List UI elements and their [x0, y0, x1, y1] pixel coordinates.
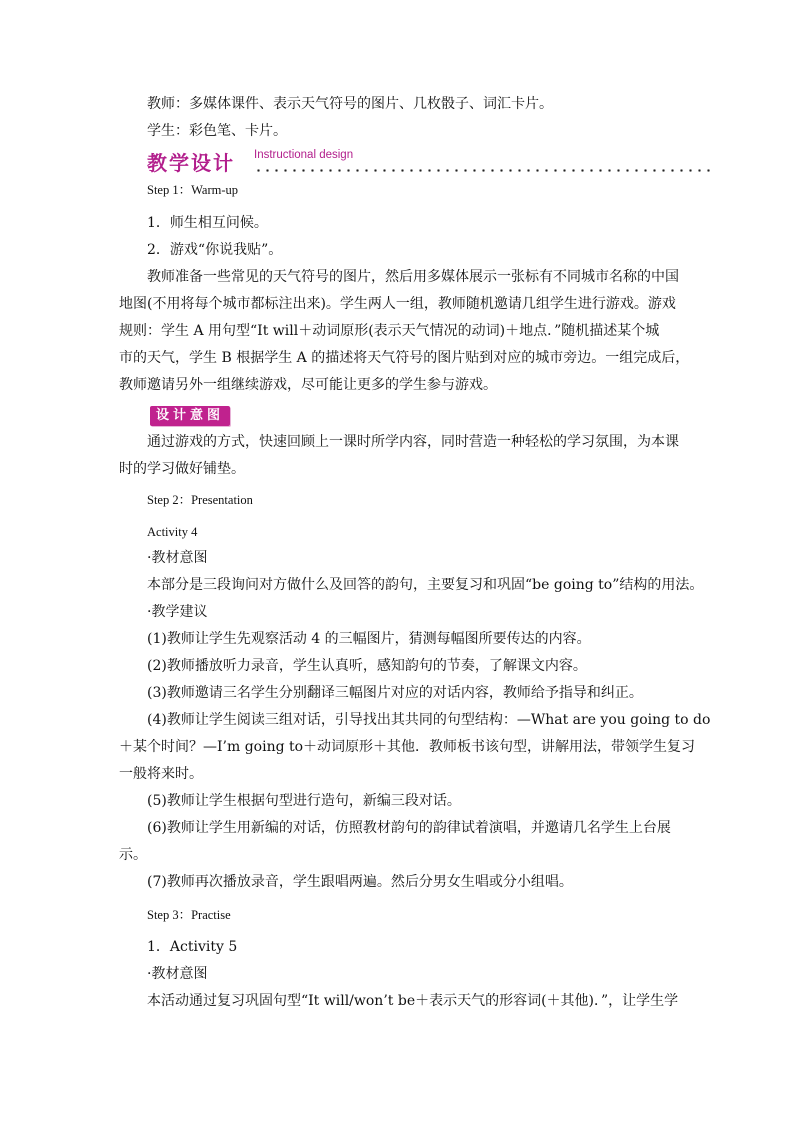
step2-suggestion: (3)教师邀请三名学生分别翻译三幅图片对应的对话内容，教师给予指导和纠正。 [147, 685, 643, 701]
step3-intent-label: ·教材意图 [147, 966, 208, 982]
step2-suggestion: ＋某个时间？—I’m going to＋动词原形＋其他．教师板书该句型，讲解用法，带领学生复习 [119, 739, 696, 755]
title-dotted-rule [254, 169, 713, 172]
step2-intent-label: ·教材意图 [147, 550, 208, 566]
step3-intent-text: 本活动通过复习巩固句型“It will/won’t be＋表示天气的形容词(＋其他)．”，让学生学 [147, 993, 679, 1009]
step1-para-line: 地图(不用将每个城市都标注出来)。学生两人一组，教师随机邀请几组学生进行游戏。游戏 [119, 296, 676, 312]
step1-para-line: 教师邀请另外一组继续游戏，尽可能让更多的学生参与游戏。 [119, 377, 497, 393]
step2-suggestion: (1)教师让学生先观察活动 4 的三幅图片，猜测每幅图所要传达的内容。 [147, 631, 591, 647]
step1-para-line: 教师准备一些常见的天气符号的图片，然后用多媒体展示一张标有不同城市名称的中国 [147, 269, 679, 285]
step2-suggest-label: ·教学建议 [147, 604, 208, 620]
intent-line: 时的学习做好铺垫。 [119, 461, 245, 477]
step2-suggestion: (5)教师让学生根据句型进行造句，新编三段对话。 [147, 793, 461, 809]
section-title [147, 145, 713, 175]
step2-suggestion: 一般将来时。 [119, 766, 203, 782]
step2-intent-text: 本部分是三段询问对方做什么及回答的韵句，主要复习和巩固“be going to”结构的用法。 [147, 577, 704, 593]
step1-heading: Step 1：Warm-up [147, 183, 238, 197]
section-title-cn: 教学设计 [147, 151, 235, 175]
step2-suggestion: (4)教师让学生阅读三组对话，引导找出其共同的句型结构：—What are you going to do [147, 712, 711, 728]
prep-student: 学生：彩色笔、卡片。 [147, 123, 287, 139]
prep-teacher: 教师：多媒体课件、表示天气符号的图片、几枚骰子、词汇卡片。 [147, 96, 553, 112]
step3-heading: Step 3：Practise [147, 908, 231, 922]
step2-heading: Step 2：Presentation [147, 493, 253, 507]
step1-para-line: 规则：学生 A 用句型“It will＋动词原形(表示天气情况的动词)＋地点．”随机描述某个城 [119, 323, 660, 339]
step2-suggestion: 示。 [119, 847, 147, 863]
intent-line: 通过游戏的方式，快速回顾上一课时所学内容，同时营造一种轻松的学习氛围，为本课 [147, 434, 679, 450]
section-title-en: Instructional design [254, 149, 354, 161]
design-intent-badge: 设计意图 [150, 406, 230, 426]
step1-para-line: 市的天气，学生 B 根据学生 A 的描述将天气符号的图片贴到对应的城市旁边。一组完成后， [119, 350, 690, 366]
step3-activity: 1．Activity 5 [147, 939, 238, 955]
step1-item1: 1．师生相互问候。 [147, 215, 268, 231]
step2-activity: Activity 4 [147, 525, 198, 539]
step2-suggestion: (6)教师让学生用新编的对话，仿照教材韵句的韵律试着演唱，并邀请几名学生上台展 [147, 820, 671, 836]
step2-suggestion: (2)教师播放听力录音，学生认真听，感知韵句的节奏，了解课文内容。 [147, 658, 587, 674]
step2-suggestion: (7)教师再次播放录音，学生跟唱两遍。然后分男女生唱或分小组唱。 [147, 874, 573, 890]
step1-item2: 2．游戏“你说我贴”。 [147, 242, 283, 258]
